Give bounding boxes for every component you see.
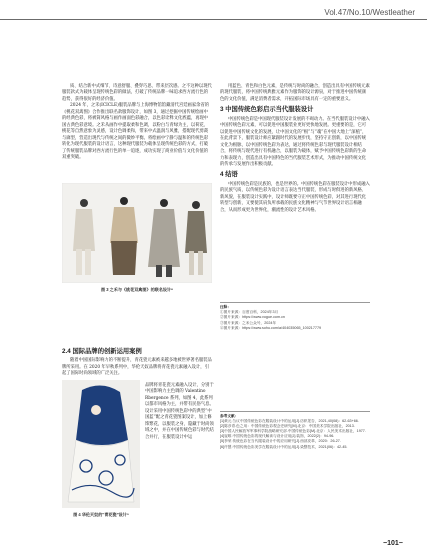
figure-3 xyxy=(62,183,212,291)
figure-3-caption: 图 3 之禾与《桃花双禽图》的联名设计⁸ xyxy=(101,287,173,292)
reference-item: [4]崔唯.中国传统色彩的现代解读与设计应用[J].装饰，2022(2)：94-96. xyxy=(220,434,335,439)
figure-3-image xyxy=(62,183,212,283)
notes xyxy=(220,300,370,331)
left-column-text xyxy=(62,84,212,161)
figure-4-image xyxy=(62,380,140,508)
section-2-4-wrap-text: 品牌将青花瓷元素融入设计，分别于中国影响力主色调的 Valentino Rbergence 系列，如图 4，此系列以都市风格为主，并带有民俗气息。设计采用中国传统色彩中的典型“中国蓝”配之青花瓷图案设计，加上修饰繁花，以服装之身，隐藏于时尚领域之中，并在中国传统色彩与时代结合并行，在服装设计中运 xyxy=(145,383,214,440)
header-rule xyxy=(0,19,427,20)
references xyxy=(220,409,370,450)
note-item: ②图片来源：https://www.vogue.com.cn xyxy=(220,315,285,320)
section-heading: 4 结语 xyxy=(220,171,238,179)
paragraph: 随着中国国际影响力的不断提升，青花瓷元素被来越多地被世界著名服装品牌所采用。在 2020 年早秋系列中，华伦天奴品牌将青花瓷元素融入设计，引起了国际时尚领域的广泛关注。 xyxy=(62,358,212,377)
figure-4 xyxy=(62,380,140,517)
section-2-4 xyxy=(62,345,212,378)
figure-4-caption: 图 4 华伦天奴的“青花瓷”设计⁹ xyxy=(73,512,129,517)
reference-item: [3]中国人民解放军军事科学院战略研究部.中国传统色彩[M].北京：人民美术出版社，1977. xyxy=(220,429,366,434)
page-number: −101− xyxy=(383,540,403,547)
paragraph: 中国传统色彩是中国现代服装设计发展的不竭动力。在当代服装设计中融入中国传统色彩元素，可以促进中国服装业更好更快地发展。更重要的是，它可以促进中国传统文化的发展，让中国文化的“根”与“魂”在中国大地上“深植”，在此背景下，服装设计师应紧跟时代的发展步伐，坚持守正创新，以中国传统文化为根脉，以中国传统色彩为表达，通过将传统色彩与现代服装设计相结合，将传统与现代进行有机融合，以服装为载体，赋予中国传统色彩新的生命力和表现力，创造出具有中国特色的当代服装艺术形式，为推动中国传统文化的传承与发展作出积极贡献。 xyxy=(220,116,370,167)
reference-item: [6]许慧.中国传统色彩美学在服装设计中的运用[J].染整技术，2021(06)：42-45. xyxy=(220,444,348,449)
section-heading: 2.4 国际品牌的创新运用案例 xyxy=(62,348,142,355)
paragraph: 质、结合新中式细节、诗意舒服、叠穿巧思、带来层次感。之不这种以现代服装款式为载体呈现传统色彩的做法，打破了传统品牌一味追求西方流行色的趋势，获得很好的经济价值。 xyxy=(62,84,212,102)
paragraph: 中国传统色彩是民族的，也是世界的。中国传统色彩在服装设计中形成融入的民族气质，以传统色彩为设计语言表达当代服装，形成与时俱进的新风格、新风貌，在服装设计实践中，设计师既要守正中国传统色彩，对其进行现代化转型与创新，又要使其肩负所承载的民族文化精神与气节世界设计语言相融合，从而形成更为世界化，潮流性的设计艺术风格。 xyxy=(220,181,370,213)
note-item: ①图片来源：百度百科，2024年3月 xyxy=(220,310,279,315)
model-2 xyxy=(110,197,138,275)
notes-label: 注释： xyxy=(220,305,232,309)
paragraph: 2024 年，之禾(ICICLE)服装品牌与上海博物馆馆藏清代宫廷画家余省的《桃花双禽图》合作推出联名款服饰设计，如图 3，通过挖掘中国传统绘画中的经典色彩，将被简风格与画作画面色彩融合，以色彩诠释文化底蕴，再现中国古典色彩意境。之禾从画作中提取柔和色调，以粉白与青绿为主，以荷花、桃花等自然意象为灵感，设计色调柔和，带来中式温润与风雅，搭配现代剪裁与廓型，营造出现代与传统之间的微妙平衡。将绘画中宁静与温和的传统色彩转化为现代服装的设计语言，这种现代服装为载体呈现传统色彩的方式，打破了传统服装品牌对西方流行色的单一追逐，成功实现了商业价值与文化价值的双重突破。 xyxy=(62,103,210,160)
paragraph: 用蓝色、青色和白色元素，是传统与时尚的融合，创造出具有中国传统元素的现代服装，将中国传统典雅元素作为服饰的设计源泉，对于推进中国传统颜色的文化价值，满足消费者需求，开拓国际市场具有一定的重要意义。 xyxy=(220,84,370,102)
divider xyxy=(220,411,370,412)
references-label: 参考文献： xyxy=(220,414,239,418)
divider xyxy=(220,302,370,303)
reference-item: [1]黄元.刍议中国传统色彩在服装设计中的运用[J].纺织报告，2021,40(08)：62-63+66. xyxy=(220,419,359,424)
section-heading: 3 中国传统色彩启示当代服装设计 xyxy=(220,106,314,114)
note-item: ③图片来源：之禾公众号，2024年 xyxy=(220,320,277,325)
reference-item: [2]陈彦青.色之用：中国传统色彩观念史研究[M].北京：中国美术学院出版社，2013. xyxy=(220,424,355,429)
journal-header: Vol.47/No.10/Westleather xyxy=(324,8,415,17)
note-item: ④图片来源：https://www.sohu.com/a/404035065_100217779 xyxy=(220,325,322,330)
reference-item: [5]李荣.传统色彩在当代服装设计中的应用研究[J].西部皮革，2020：26-27. xyxy=(220,439,341,444)
right-column-text xyxy=(220,84,370,214)
